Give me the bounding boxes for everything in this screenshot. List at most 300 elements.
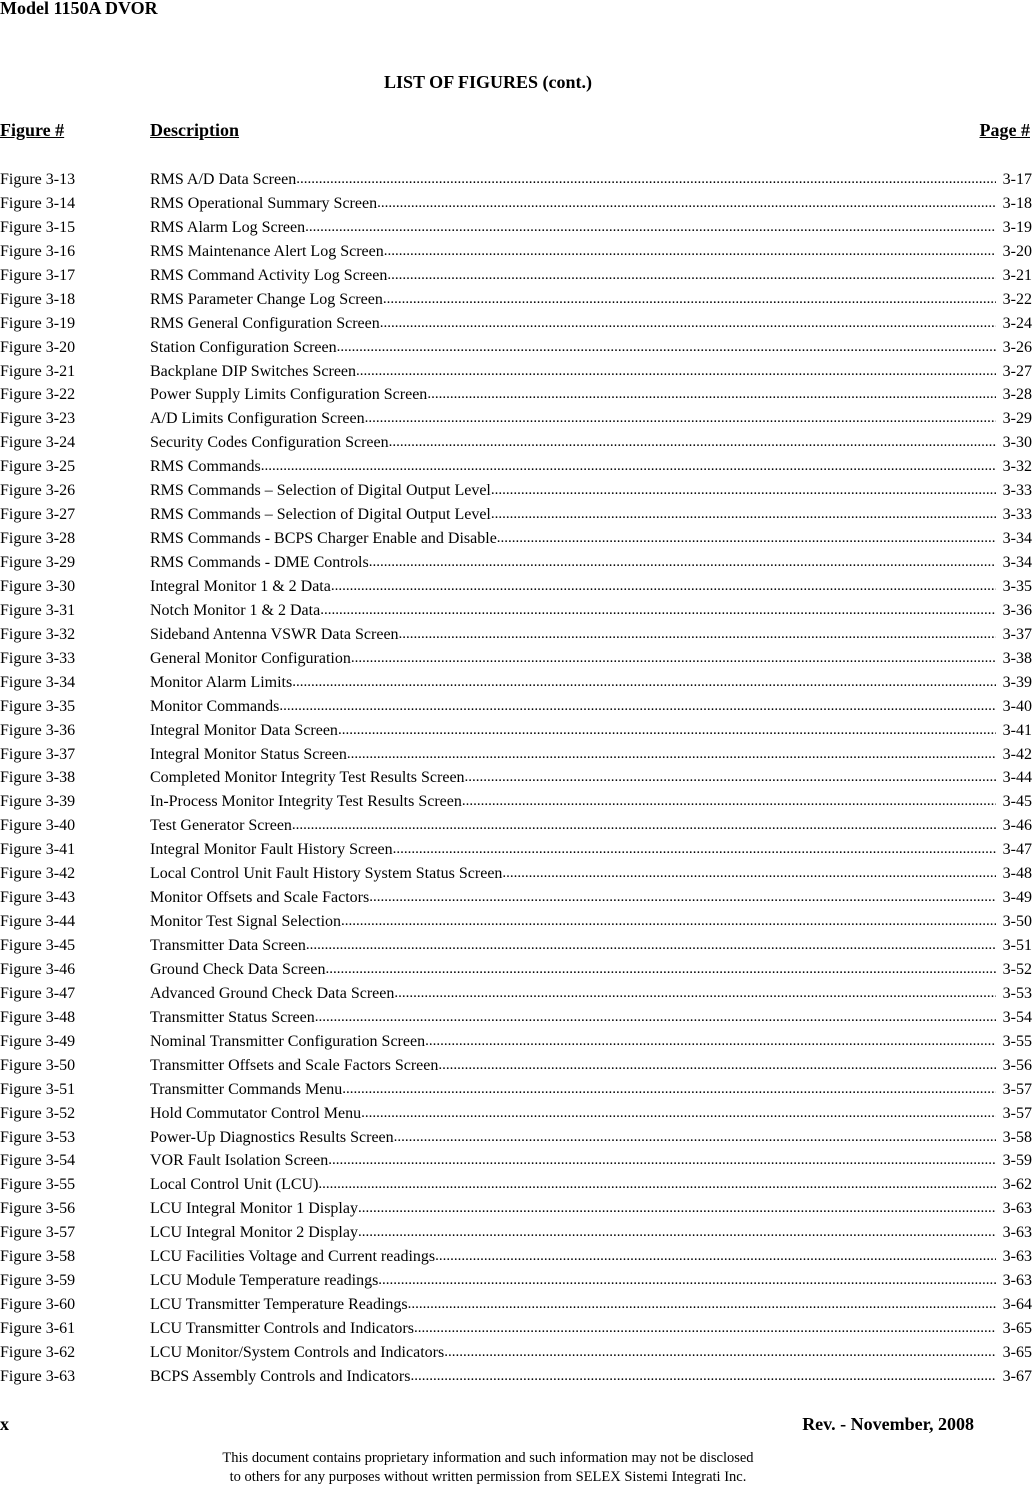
dot-leader [296,168,996,192]
figure-description: Security Codes Configuration Screen [150,434,389,452]
figure-list-entry [0,838,1032,862]
entry-description-with-leader [150,1245,996,1269]
figure-page-number: 3-33 [1002,482,1032,500]
figure-page-number: 3-51 [1002,937,1032,954]
figure-number: Figure 3-59 [0,1272,76,1290]
proprietary-notice-line-2: to others for any purposes without written permission from SELEX Sistemi Integrati Inc. [229,1469,747,1485]
figure-description: Transmitter Data Screen [150,937,306,954]
figure-number: Figure 3-48 [0,1008,76,1026]
figure-page-number: 3-52 [1002,960,1032,978]
figure-list-entry [0,886,1032,910]
entry-description-with-leader [150,527,996,551]
figure-list-entry [0,575,1032,599]
figure-number: Figure 3-50 [0,1056,76,1074]
figure-number: Figure 3-27 [0,506,76,524]
figure-number: Figure 3-58 [0,1248,76,1266]
dot-leader [502,862,996,886]
figure-number: Figure 3-39 [0,793,76,811]
entry-description-with-leader [150,479,996,503]
figure-number: Figure 3-32 [0,625,76,643]
figure-list-entry [0,479,1032,503]
dot-leader [365,407,996,431]
figure-number: Figure 3-14 [0,194,76,212]
figure-description: Integral Monitor Fault History Screen [150,841,393,859]
figure-description: RMS Alarm Log Screen [150,218,306,236]
entry-description-with-leader [150,168,996,192]
figure-number: Figure 3-13 [0,171,76,188]
figure-number: Figure 3-46 [0,960,76,978]
figure-number: Figure 3-63 [0,1367,76,1385]
figure-page-number: 3-28 [1002,386,1032,404]
column-header-description: Description [150,120,239,140]
figure-list-entry [0,455,1032,479]
figure-description: LCU Transmitter Controls and Indicators [150,1320,414,1337]
dot-leader [378,1269,996,1293]
figure-page-number: 3-22 [1002,290,1032,308]
figure-number: Figure 3-37 [0,745,76,763]
dot-leader [410,1365,996,1389]
figure-description: RMS Operational Summary Screen [150,194,378,212]
figure-description: Monitor Alarm Limits [150,673,293,691]
column-header-page: Page # [979,120,1030,140]
figure-description: RMS Commands - BCPS Charger Enable and Disable [150,530,497,548]
dot-leader [369,886,996,910]
figure-page-number: 3-63 [1002,1200,1032,1218]
entry-description-with-leader [150,1197,996,1221]
figure-number: Figure 3-44 [0,913,76,931]
figure-description: RMS Commands [150,458,261,476]
entry-description-with-leader [150,1269,996,1293]
dot-leader [356,360,996,384]
figure-page-number: 3-40 [1002,697,1032,715]
figure-number: Figure 3-43 [0,889,76,907]
figure-page-number: 3-36 [1002,601,1032,619]
entry-description-with-leader [150,1054,996,1078]
figure-page-number: 3-49 [1002,889,1032,907]
figure-page-number: 3-21 [1002,266,1032,284]
proprietary-notice-line-1: This document contains proprietary information and such information may not be disclosed [222,1450,754,1466]
figure-list-entry [0,1149,1032,1173]
entry-description-with-leader [150,838,996,862]
entry-description-with-leader [150,551,996,575]
figure-list-entry [0,1078,1032,1102]
figure-list-entry [0,503,1032,527]
dot-leader [305,216,996,240]
figure-page-number: 3-41 [1002,721,1032,739]
figure-number: Figure 3-19 [0,314,76,332]
figure-list-entry [0,1365,1032,1389]
dot-leader [338,719,996,743]
figure-page-number: 3-20 [1002,242,1032,260]
figure-list-entry [0,360,1032,384]
dot-leader [337,336,996,360]
figure-page-number: 3-47 [1002,841,1032,859]
figure-description: Integral Monitor Data Screen [150,721,338,739]
figure-page-number: 3-46 [1002,817,1032,835]
figure-list-entry [0,551,1032,575]
dot-leader [377,192,996,216]
dot-leader [261,455,996,479]
dot-leader [369,551,996,575]
entry-description-with-leader [150,1006,996,1030]
dot-leader [326,958,997,982]
figure-description: General Monitor Configuration [150,649,351,667]
figure-number: Figure 3-25 [0,458,76,476]
figure-number: Figure 3-20 [0,338,76,356]
entry-description-with-leader [150,455,996,479]
figure-number: Figure 3-62 [0,1343,76,1361]
figure-number: Figure 3-26 [0,482,76,500]
dot-leader [444,1341,996,1365]
dot-leader [393,838,996,862]
figure-description: Power Supply Limits Configuration Screen [150,386,428,404]
figure-list-entry [0,790,1032,814]
figure-description: Ground Check Data Screen [150,960,326,978]
figure-number: Figure 3-29 [0,554,76,571]
figure-page-number: 3-18 [1002,194,1032,212]
figure-description: Integral Monitor Status Screen [150,745,347,763]
figure-number: Figure 3-52 [0,1104,76,1122]
entry-description-with-leader [150,623,996,647]
figure-list-entry [0,527,1032,551]
figure-description: Transmitter Status Screen [150,1008,315,1026]
figure-page-number: 3-32 [1002,458,1032,476]
figure-number: Figure 3-33 [0,649,76,667]
dot-leader [383,288,996,312]
figure-description: Local Control Unit (LCU) [150,1176,319,1194]
figure-description: RMS A/D Data Screen [150,171,297,188]
figure-description: RMS Command Activity Log Screen [150,266,388,284]
figure-description: RMS General Configuration Screen [150,314,380,332]
entry-description-with-leader [150,1030,996,1054]
figure-list-entry [0,383,1032,407]
entry-description-with-leader [150,599,996,623]
entry-description-with-leader [150,336,996,360]
dot-leader [306,934,996,958]
figure-description: RMS Commands – Selection of Digital Output Level [150,506,491,524]
entry-description-with-leader [150,1173,996,1197]
figure-number: Figure 3-55 [0,1176,76,1194]
figure-list-entry [0,695,1032,719]
figure-number: Figure 3-31 [0,601,76,619]
entry-description-with-leader [150,934,996,958]
figure-number: Figure 3-53 [0,1128,76,1146]
dot-leader [408,1293,996,1317]
figure-description: Monitor Commands [150,697,280,715]
entry-description-with-leader [150,671,996,695]
entry-description-with-leader [150,886,996,910]
figure-description: Test Generator Screen [150,817,292,835]
figure-number: Figure 3-54 [0,1152,76,1170]
figure-page-number: 3-53 [1002,984,1032,1002]
figure-number: Figure 3-38 [0,769,76,787]
dot-leader [318,1173,996,1197]
dot-leader [320,599,996,623]
figure-list-entry [0,168,1032,192]
figure-description: Completed Monitor Integrity Test Results Screen [150,769,465,787]
dot-leader [384,240,996,264]
figure-description: Monitor Test Signal Selection [150,913,342,931]
figure-description: Station Configuration Screen [150,338,337,356]
entry-description-with-leader [150,719,996,743]
figure-number: Figure 3-30 [0,577,76,595]
figure-description: Advanced Ground Check Data Screen [150,984,395,1002]
figure-list-entry [0,958,1032,982]
dot-leader [427,383,996,407]
entry-description-with-leader [150,216,996,240]
dot-leader [425,1030,996,1054]
figure-list-entry [0,1317,1032,1341]
figure-description: VOR Fault Isolation Screen [150,1152,329,1170]
document-header-title: Model 1150A DVOR [0,0,158,18]
figure-page-number: 3-17 [1002,171,1032,188]
dot-leader [491,479,996,503]
figure-list-entry [0,1341,1032,1365]
figure-description: Transmitter Offsets and Scale Factors Screen [150,1056,439,1074]
figure-description: Hold Commutator Control Menu [150,1104,362,1122]
figure-list-entry [0,719,1032,743]
figure-list-entry [0,1269,1032,1293]
figure-page-number: 3-59 [1002,1152,1032,1170]
dot-leader [438,1054,996,1078]
figure-list-entry [0,1173,1032,1197]
figure-list-entry [0,814,1032,838]
dot-leader [380,312,996,336]
figure-description: LCU Integral Monitor 2 Display [150,1224,358,1242]
entry-description-with-leader [150,407,996,431]
entry-description-with-leader [150,1126,996,1150]
figure-list-entry [0,982,1032,1006]
entry-description-with-leader [150,383,996,407]
entry-description-with-leader [150,814,996,838]
figure-number: Figure 3-22 [0,386,76,404]
dot-leader [394,1126,996,1150]
figure-number: Figure 3-35 [0,697,76,715]
figure-list-entry [0,192,1032,216]
entry-description-with-leader [150,1102,996,1126]
figure-number: Figure 3-61 [0,1320,76,1337]
dot-leader [328,1149,996,1173]
entry-description-with-leader [150,910,996,934]
figure-list-entry [0,407,1032,431]
entry-description-with-leader [150,1365,996,1389]
entry-description-with-leader [150,1221,996,1245]
dot-leader [387,264,996,288]
entry-description-with-leader [150,982,996,1006]
figure-page-number: 3-64 [1002,1296,1032,1314]
entry-description-with-leader [150,1149,996,1173]
dot-leader [435,1245,996,1269]
figure-description: Notch Monitor 1 & 2 Data [150,601,321,619]
figure-page-number: 3-63 [1002,1272,1032,1290]
figure-page-number: 3-42 [1002,745,1032,763]
figure-number: Figure 3-17 [0,266,76,284]
figure-number: Figure 3-18 [0,290,76,308]
figure-page-number: 3-55 [1002,1032,1032,1050]
figure-number: Figure 3-47 [0,984,76,1002]
figure-page-number: 3-57 [1002,1080,1032,1098]
dot-leader [292,671,996,695]
dot-leader [331,575,996,599]
figure-list-entry [0,647,1032,671]
figure-page-number: 3-56 [1002,1056,1032,1074]
figure-page-number: 3-33 [1002,506,1032,524]
entry-description-with-leader [150,695,996,719]
dot-leader [279,695,996,719]
figure-description: Power-Up Diagnostics Results Screen [150,1128,394,1146]
entry-description-with-leader [150,1078,996,1102]
figure-number: Figure 3-57 [0,1224,76,1242]
figure-page-number: 3-34 [1002,530,1032,548]
figure-description: LCU Integral Monitor 1 Display [150,1200,358,1218]
figure-list-entry [0,1054,1032,1078]
figure-number: Figure 3-15 [0,218,76,236]
figure-list-entry [0,264,1032,288]
figure-page-number: 3-44 [1002,769,1032,787]
figure-description: LCU Module Temperature readings [150,1272,379,1290]
figure-list-entry [0,671,1032,695]
dot-leader [358,1197,996,1221]
figure-number: Figure 3-34 [0,673,76,691]
figure-number: Figure 3-23 [0,410,76,428]
entry-description-with-leader [150,862,996,886]
column-headers [0,120,1030,144]
dot-leader [292,814,996,838]
figure-list-entry [0,1006,1032,1030]
figure-page-number: 3-39 [1002,673,1032,691]
figure-description: Backplane DIP Switches Screen [150,362,357,380]
figure-number: Figure 3-36 [0,721,76,739]
proprietary-notice [0,1449,976,1487]
figure-page-number: 3-35 [1002,577,1032,595]
figure-number: Figure 3-28 [0,530,76,548]
figure-list-entry [0,766,1032,790]
entry-description-with-leader [150,360,996,384]
dot-leader [414,1317,996,1341]
dot-leader [342,1078,996,1102]
figure-description: Transmitter Commands Menu [150,1080,343,1098]
entry-description-with-leader [150,288,996,312]
dot-leader [491,503,996,527]
figure-number: Figure 3-45 [0,937,76,954]
entry-description-with-leader [150,192,996,216]
figure-list-entry [0,1102,1032,1126]
figure-description: LCU Monitor/System Controls and Indicators [150,1343,445,1361]
footer-revision: Rev. - November, 2008 [802,1414,974,1434]
entry-description-with-leader [150,575,996,599]
figure-list-entry [0,240,1032,264]
entry-description-with-leader [150,1293,996,1317]
figure-list-entry [0,336,1032,360]
figure-list-entry [0,623,1032,647]
figure-number: Figure 3-41 [0,841,76,859]
dot-leader [315,1006,996,1030]
page-title: LIST OF FIGURES (cont.) [383,72,593,92]
entry-description-with-leader [150,1317,996,1341]
entry-description-with-leader [150,766,996,790]
dot-leader [465,766,996,790]
figure-description: In-Process Monitor Integrity Test Results Screen [150,793,462,811]
figure-list-entry [0,862,1032,886]
figure-list-entry [0,312,1032,336]
entry-description-with-leader [150,264,996,288]
figure-page-number: 3-62 [1002,1176,1032,1194]
figure-list-entry [0,1030,1032,1054]
dot-leader [462,790,996,814]
dot-leader [358,1221,996,1245]
dot-leader [497,527,996,551]
figure-page-number: 3-27 [1002,362,1032,380]
figure-page-number: 3-58 [1002,1128,1032,1146]
entry-description-with-leader [150,431,996,455]
dot-leader [389,431,996,455]
figure-page-number: 3-37 [1002,625,1032,643]
figure-list-entry [0,431,1032,455]
figure-number: Figure 3-16 [0,242,76,260]
figure-page-number: 3-26 [1002,338,1032,356]
figure-number: Figure 3-56 [0,1200,76,1218]
figure-description: RMS Maintenance Alert Log Screen [150,242,384,260]
figure-page-number: 3-48 [1002,865,1032,883]
figure-description: A/D Limits Configuration Screen [150,410,365,428]
figure-list-entry [0,1221,1032,1245]
entry-description-with-leader [150,1341,996,1365]
dot-leader [399,623,996,647]
figure-page-number: 3-19 [1002,218,1032,236]
figure-list-entry [0,934,1032,958]
figure-page-number: 3-50 [1002,913,1032,931]
figure-number: Figure 3-21 [0,362,76,380]
figure-description: Monitor Offsets and Scale Factors [150,889,370,907]
figure-description: LCU Transmitter Temperature Readings [150,1296,408,1314]
figure-list-entry [0,1245,1032,1269]
figure-list-entry [0,216,1032,240]
figure-page-number: 3-63 [1002,1248,1032,1266]
figure-list-entry [0,1126,1032,1150]
figure-page-number: 3-34 [1002,554,1032,571]
figure-number: Figure 3-24 [0,434,76,452]
figure-description: Local Control Unit Fault History System Status Screen [150,865,503,883]
figure-list-entry [0,743,1032,767]
figure-page-number: 3-63 [1002,1224,1032,1242]
entry-description-with-leader [150,312,996,336]
figure-page-number: 3-65 [1002,1320,1032,1337]
figure-number: Figure 3-49 [0,1032,76,1050]
figure-description: Integral Monitor 1 & 2 Data [150,577,331,595]
figure-description: LCU Facilities Voltage and Current readings [150,1248,436,1266]
figure-description: Nominal Transmitter Configuration Screen [150,1032,426,1050]
figure-page-number: 3-65 [1002,1343,1032,1361]
figure-page-number: 3-45 [1002,793,1032,811]
figure-page-number: 3-30 [1002,434,1032,452]
entry-description-with-leader [150,503,996,527]
figure-list-entry [0,910,1032,934]
figure-list [0,168,1032,1389]
figure-page-number: 3-29 [1002,410,1032,428]
figure-list-entry [0,599,1032,623]
figure-number: Figure 3-42 [0,865,76,883]
figure-description: RMS Commands - DME Controls [150,554,369,571]
figure-number: Figure 3-60 [0,1296,76,1314]
column-header-figure: Figure # [0,120,65,140]
dot-leader [361,1102,996,1126]
figure-description: RMS Commands – Selection of Digital Output Level [150,482,491,500]
entry-description-with-leader [150,958,996,982]
dot-leader [341,910,996,934]
figure-number: Figure 3-40 [0,817,76,835]
dot-leader [394,982,996,1006]
figure-list-entry [0,288,1032,312]
